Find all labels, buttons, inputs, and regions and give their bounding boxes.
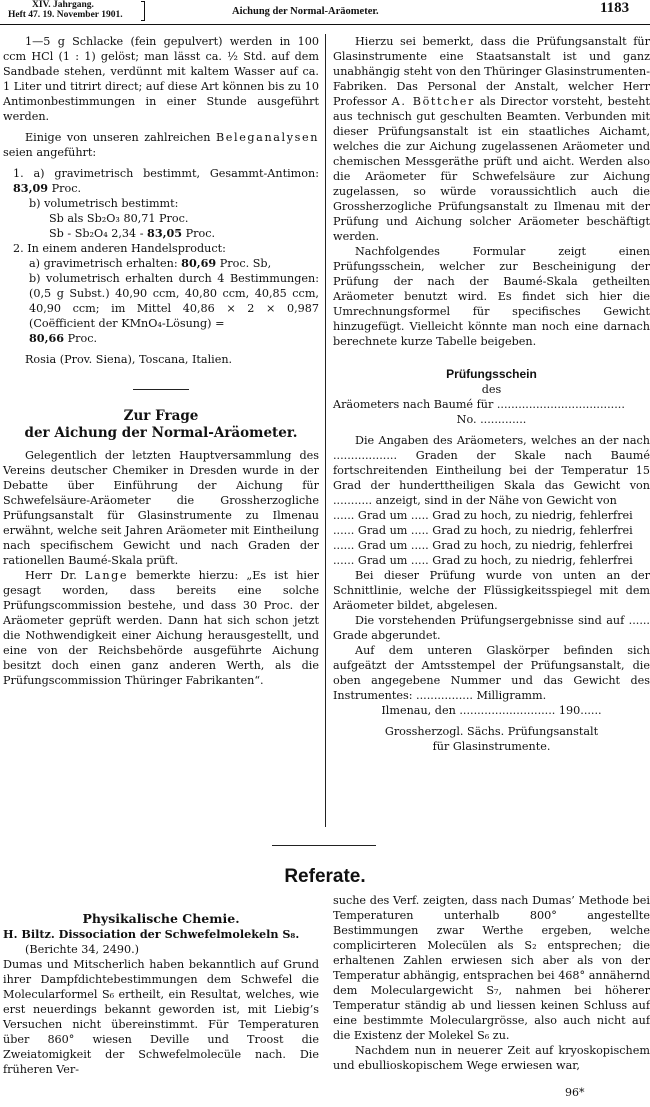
section-rule — [272, 845, 376, 846]
place-line: Rosia (Prov. Siena), Toscana, Italien. — [25, 353, 233, 366]
certificate-title: Prüfungsschein — [446, 367, 537, 381]
list-item: 2. In einem anderen Handelsproduct: — [13, 242, 226, 255]
list-item: b) volumetrisch erhalten durch 4 Bestimmungen: (0,5 g Subst.) 40,90 ccm, 40,80 ccm, 40,85 ccm, 40,90 ccm; im Mittel 40,86 × 2 × 0,987 (Coëfficient der KMnO₄-Lösung) = — [29, 272, 319, 330]
page-number: 1183 — [600, 0, 630, 16]
paragraph: Gelegentlich der letzten Hauptversammlung des Vereins deutscher Chemiker in Dresden wurde in der Debatte über Einführung der Aichung für Schwefelsäure-Aräometer die Grossherzogliche Prüfungsanstalt für Glasinstrumente zu Ilmenau erwähnt, welche seit Jahren Aräometer mit Eintheilung nach specifischem Gewicht und nach Graden der rationellen Baumé-Skala prüft. — [3, 449, 319, 567]
paragraph: Herr Dr. Lange bemerkte hierzu: „Es ist hier gesagt worden, dass bereits eine solche Prüfungscommission bestehe, und dass 30 Proc. der Aräometer geprüft werden. Dann hat sich schon jetzt die Nothwendigkeit einer Aichung herausgestellt, und eine von der Reichsbehörde ausgeführte Aichung besitzt doch einen ganz anderen Werth, als die Prüfungscommission Thüringer Fabrikanten“. — [3, 569, 319, 687]
list-item: Sb - Sb₂O₄ 2,34 - 83,05 Proc. — [49, 226, 216, 240]
list-item: a) gravimetrisch erhalten: 80,69 Proc. Sb, — [29, 256, 272, 270]
section-title: Physikalische Chemie. — [82, 911, 240, 926]
list-item: b) volumetrisch bestimmt: — [29, 197, 179, 210]
certificate-number: No. ............. — [456, 413, 527, 426]
paragraph: Dumas und Mitscherlich haben bekanntlich auf Grund ihrer Dampfdichtebestimmungen dem Schwefel die Molecularformel S₆ ertheilt, ein Resultat, welches, wie erst neuerdings bekannt geworden ist, mit Liebig’s Versuchen nicht übereinstimmt. Für Temperaturen über 860° wiesen Deville und Troost die Zweiatomigkeit der Schwefelmolecüle nach. Die früheren Ver- — [3, 958, 319, 1076]
header-bracket — [141, 1, 145, 21]
certificate-signature: für Glasinstrumente. — [432, 740, 551, 753]
section-rule — [133, 389, 189, 390]
certificate-row: ...... Grad um ..... Grad zu hoch, zu niedrig, fehlerfrei — [333, 509, 633, 522]
list-item: Sb als Sb₂O₃ 80,71 Proc. — [49, 212, 189, 225]
header-rule — [0, 24, 650, 25]
sheet-signature: 96* — [565, 1086, 585, 1099]
issue-info — [8, 0, 123, 20]
paragraph: Die vorstehenden Prüfungsergebnisse sind auf ...... Grade abgerundet. — [333, 614, 650, 642]
column-divider — [325, 34, 326, 827]
paragraph: Die Angaben des Aräometers, welches an der nach .................. Graden der Skale nach Baumé fortschreitenden Eintheilung bei der Temperatur 15 Grad der hunderttheiligen Skala das Gewicht von ........... anzeigt, sind in der Nähe von Gewicht von — [333, 434, 650, 507]
referate-right-column — [333, 893, 650, 1073]
referate-heading: Referate. — [284, 866, 366, 887]
paragraph: suche des Verf. zeigten, dass nach Dumas’ Methode bei Temperaturen unterhalb 800° angestellte Bestimmungen zwar Werthe ergeben, welche complicirteren Molecülen als S₂ entsprechen; die erhaltenen Zahlen erwiesen sich aber als von der Temperatur abhängig, entsprachen bei 468° annähernd dem Moleculargewicht S₇, nahmen bei höherer Temperatur ständig ab und liessen keinen Schluss auf eine bestimmte Moleculargrösse, also auch nicht auf die Existenz der Molekel S₆ zu. — [333, 894, 650, 1042]
certificate-row: ...... Grad um ..... Grad zu hoch, zu niedrig, fehlerfrei — [333, 554, 633, 567]
paragraph: Auf dem unteren Glaskörper befinden sich aufgeätzt der Amtsstempel der Prüfungsanstalt, die oben angegebene Nummer und das Gewicht des Instrumentes: ................ Milligramm. — [333, 644, 650, 702]
list-item: 80,66 Proc. — [29, 331, 98, 345]
paragraph: Einige von unseren zahlreichen Beleganalysen seien angeführt: — [3, 131, 319, 159]
running-title: Aichung der Normal-Aräometer. — [232, 6, 379, 17]
paragraph: Hierzu sei bemerkt, dass die Prüfungsanstalt für Glasinstrumente eine Staatsanstalt ist und ganz unabhängig steht von den Thüringer Glasinstrumenten-Fabriken. Das Personal der Anstalt, welcher Herr Professor A. Böttcher als Director vorsteht, besteht aus technisch gut geschulten Beamten. Verbunden mit dieser Prüfungsanstalt ist ein staatliches Aichamt, welches die zur Aichung zugelassenen Aräometer und chemischen Messgeräthe prüft und aicht. Werden also die Aräometer für Schwefelsäure zur Aichung zugelassen, so würde voraussichtlich auch die Grossherzogliche Prüfungsanstalt zu Ilmenau mit der Prüfung und Aichung solcher Aräometer beschäftigt werden. — [333, 35, 650, 243]
list-item: 1. a) gravimetrisch bestimmt, Gesammt-Antimon: 83,09 Proc. — [13, 167, 319, 195]
right-column — [333, 34, 650, 754]
page-header — [0, 0, 650, 26]
certificate-row: ...... Grad um ..... Grad zu hoch, zu niedrig, fehlerfrei — [333, 524, 633, 537]
entry-source: (Berichte 34, 2490.) — [25, 943, 140, 956]
issue-label: Heft 47. 19. November 1901. — [8, 10, 123, 20]
paragraph: Nachfolgendes Formular zeigt einen Prüfungsschein, welcher zur Bescheinigung der Prüfung der nach der Baumé-Skala getheilten Aräometer benutzt wird. Es findet sich hier die Umrechnungsformel für specifisches Gewicht hinzugefügt. Vielleicht könnte man noch eine darnach berechnete kurze Tabelle beigeben. — [333, 245, 650, 348]
certificate-signature: Grossherzogl. Sächs. Prüfungsanstalt — [384, 725, 599, 738]
volume-label: XIV. Jahrgang. — [32, 0, 94, 10]
certificate-line: Aräometers nach Baumé für .................................... — [333, 398, 625, 411]
paragraph: 1—5 g Schlacke (fein gepulvert) werden in 100 ccm HCl (1 : 1) gelöst; man lässt ca. ½ Std. auf dem Sandbade stehen, verdünnt mit kaltem Wasser auf ca. 1 Liter und titrirt direct; auf diese Art können bis zu 10 Antimonbestimmungen in einer Stunde ausgeführt werden. — [3, 35, 319, 123]
left-column — [3, 34, 319, 688]
entry-title: H. Biltz. Dissociation der Schwefelmolekeln S₈. — [3, 927, 300, 941]
certificate-row: ...... Grad um ..... Grad zu hoch, zu niedrig, fehlerfrei — [333, 539, 633, 552]
certificate-place: Ilmenau, den ........................... 190...... — [381, 704, 602, 717]
certificate-line: des — [481, 383, 502, 396]
paragraph: Bei dieser Prüfung wurde von unten an der Schnittlinie, welche der Flüssigkeitsspiegel mit dem Aräometer bildet, abgelesen. — [333, 569, 650, 612]
paragraph: Nachdem nun in neuerer Zeit auf kryoskopischem und ebullioskopischem Wege erwiesen war, — [333, 1044, 650, 1072]
article-title: Zur Frage der Aichung der Normal-Aräometer. — [24, 408, 298, 441]
referate-left-column — [3, 911, 319, 1077]
